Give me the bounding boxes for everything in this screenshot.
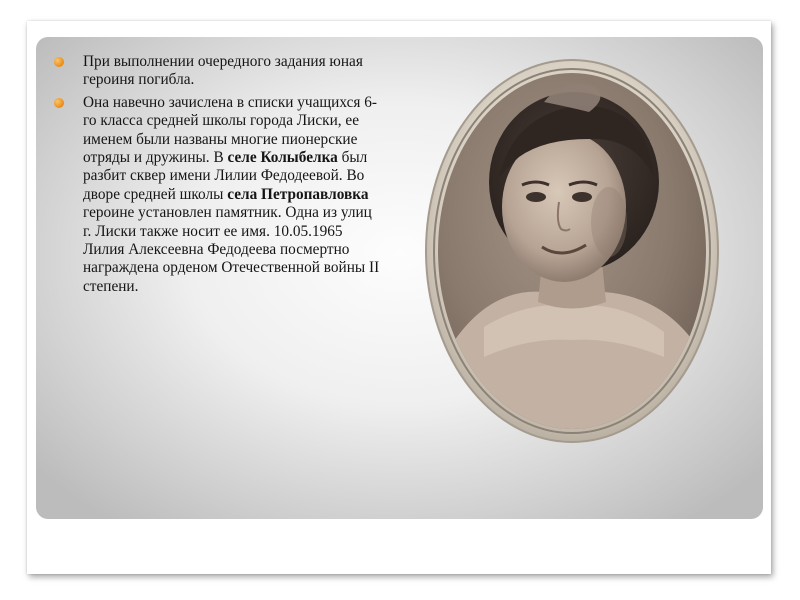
bullet-text-2-bold-kolybelka: селе Колыбелка [227, 149, 338, 167]
bullet-text-2-part-5: героине установлен памятник. Одна из улиц г. Лиски также носит ее имя. 10.05.1965 Лилия Алексеевна Федодеева посмертно награждена орденом Отечественной войны II степени. [83, 204, 380, 295]
bullet-item [54, 53, 384, 90]
bullet-text-1-part-1: При выполнении очередного задания юная героиня погибла. [83, 53, 363, 89]
bullet-item [54, 94, 384, 296]
bullet-text-2-bold-petropavlovka: села Петропавловка [227, 185, 369, 203]
bullet-list [54, 53, 384, 300]
portrait-photo [424, 57, 720, 445]
bullet-text-2-part-3: был разбит сквер имени Лилии Федодеевой. Во дворе средней школы [83, 149, 368, 203]
bullet-text-2-part-1: Она навечно зачислена в списки учащихся 6-го класса средней школы города Лиски, ее именем были названы многие пионерские отряды и дружины. В [83, 93, 377, 167]
bullet-dot-icon [54, 57, 64, 67]
bullet-dot-icon [54, 98, 64, 108]
